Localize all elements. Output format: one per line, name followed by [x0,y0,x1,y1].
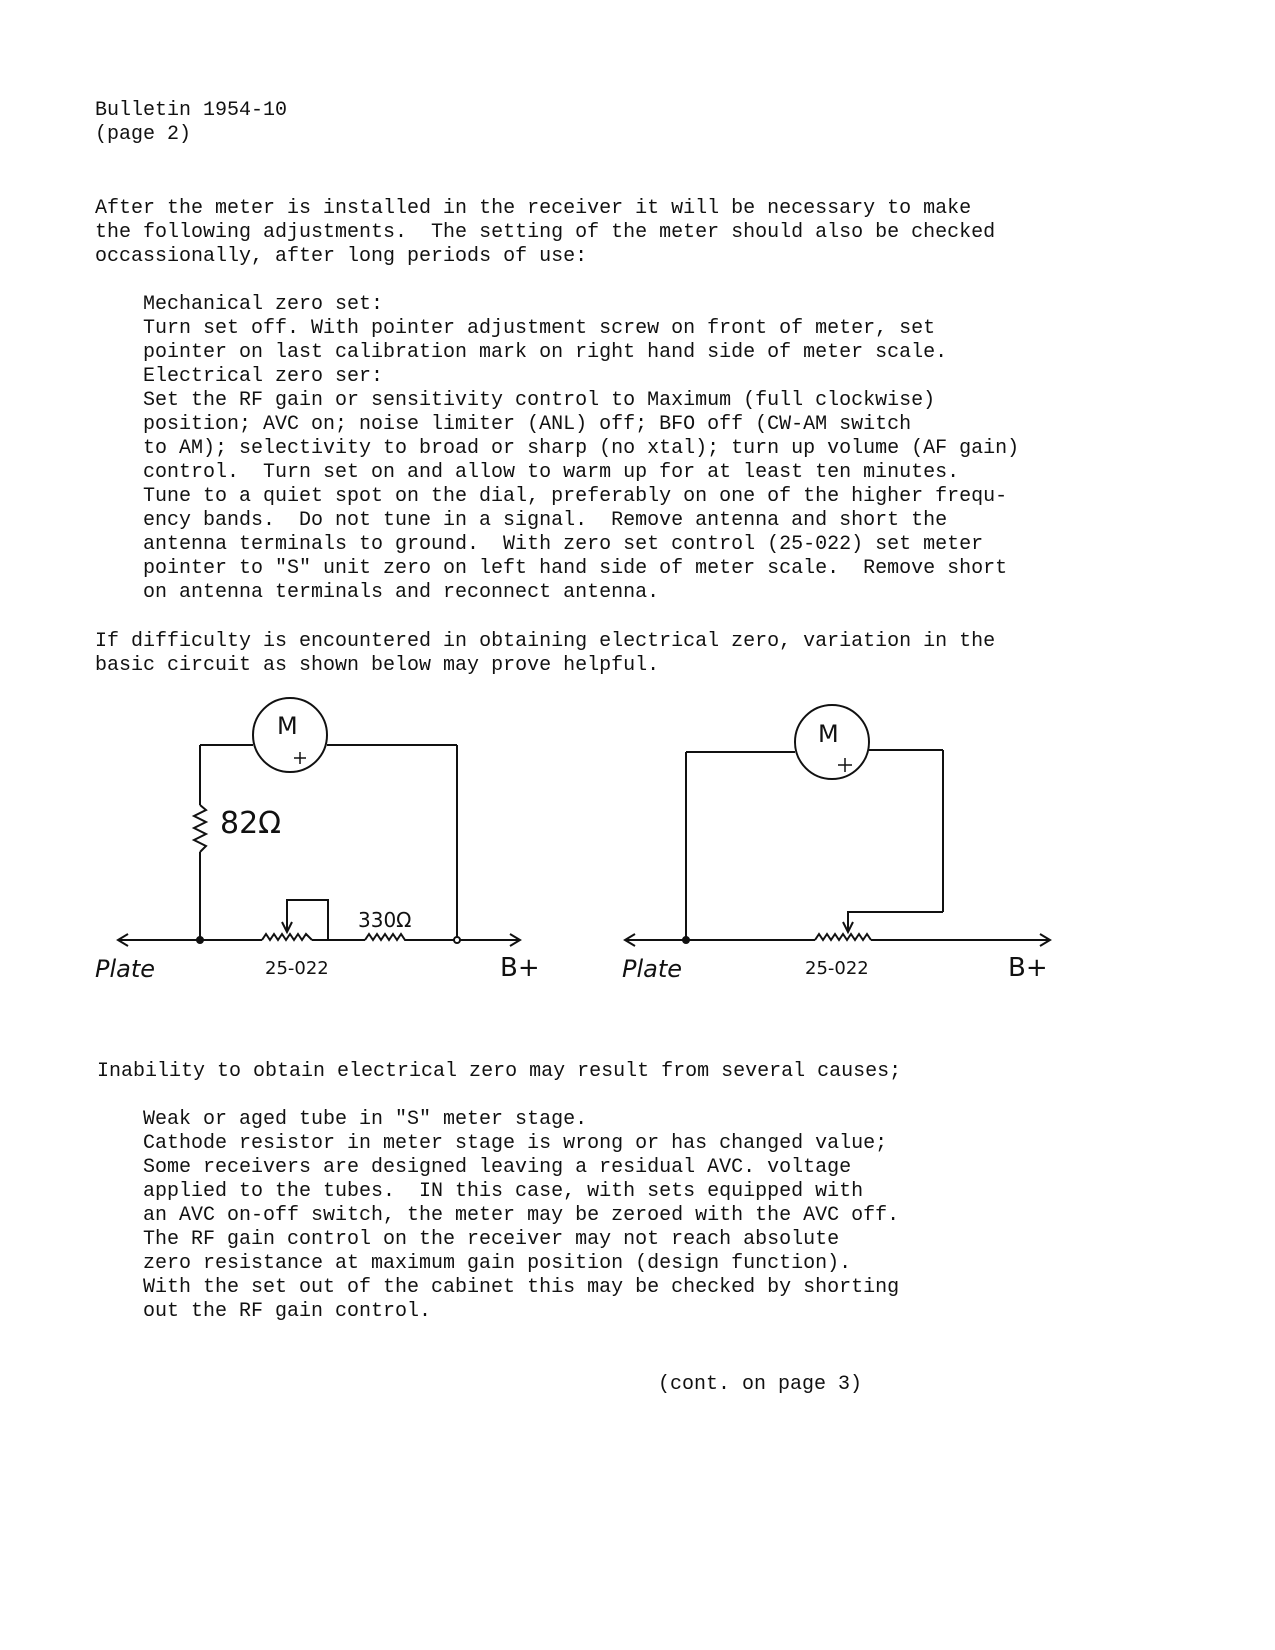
circuit-left [118,698,520,946]
procedure-line: pointer to "S" unit zero on left hand side of meter scale. Remove short [143,557,1008,580]
pot-label: 25-022 [265,958,329,979]
page-number: (page 2) [95,123,192,146]
procedure-line: Electrical zero ser: [143,365,384,388]
procedure-line: Turn set off. With pointer adjustment screw on front of meter, set [143,317,936,340]
cause-line: applied to the tubes. IN this case, with sets equipped with [143,1180,864,1203]
cause-line: zero resistance at maximum gain position (design function). [143,1252,852,1275]
plate-label: Plate [622,955,683,983]
plate-label: Plate [95,955,156,983]
intro-line: After the meter is installed in the receiver it will be necessary to make [95,197,972,220]
bulletin-number: Bulletin 1954-10 [95,99,288,122]
procedure-line: control. Turn set on and allow to warm up for at least ten minutes. [143,461,960,484]
resistor-82 [194,805,206,852]
meter-label: M [277,712,298,740]
cause-line: Cathode resistor in meter stage is wrong or has changed value; [143,1132,888,1155]
procedure-line: Set the RF gain or sensitivity control to Maximum (full clockwise) [143,389,936,412]
procedure-line: Mechanical zero set: [143,293,384,316]
intro-line: occassionally, after long periods of use: [95,245,588,268]
intro-line: the following adjustments. The setting of the meter should also be checked [95,221,996,244]
potentiometer [262,934,312,940]
cause-line: Some receivers are designed leaving a residual AVC. voltage [143,1156,852,1179]
procedure-line: pointer on last calibration mark on right hand side of meter scale. [143,341,948,364]
difficulty-line: If difficulty is encountered in obtaining electrical zero, variation in the [95,630,996,653]
cause-line: With the set out of the cabinet this may be checked by shorting [143,1276,900,1299]
pot-label: 25-022 [805,958,869,979]
resistor-82-label: 82Ω [220,806,282,841]
causes-intro: Inability to obtain electrical zero may result from several causes; [97,1060,902,1083]
difficulty-line: basic circuit as shown below may prove helpful. [95,654,660,677]
cause-line: out the RF gain control. [143,1300,432,1323]
bplus-label: B+ [500,953,540,983]
resistor-330 [365,934,410,940]
cause-line: Weak or aged tube in "S" meter stage. [143,1108,588,1131]
cause-line: The RF gain control on the receiver may not reach absolute [143,1228,840,1251]
potentiometer [815,934,871,940]
procedure-line: antenna terminals to ground. With zero set control (25-022) set meter [143,533,984,556]
procedure-line: ency bands. Do not tune in a signal. Remove antenna and short the [143,509,948,532]
procedure-line: to AM); selectivity to broad or sharp (no xtal); turn up volume (AF gain) [143,437,1020,460]
cause-line: an AVC on-off switch, the meter may be zeroed with the AVC off. [143,1204,900,1227]
continuation-note: (cont. on page 3) [658,1373,863,1396]
procedure-line: Tune to a quiet spot on the dial, preferably on one of the higher frequ- [143,485,1008,508]
bplus-label: B+ [1008,953,1048,983]
meter-label: M [818,720,839,748]
resistor-330-label: 330Ω [358,908,412,932]
procedure-line: on antenna terminals and reconnect antenna. [143,581,660,604]
procedure-line: position; AVC on; noise limiter (ANL) off; BFO off (CW-AM switch [143,413,912,436]
